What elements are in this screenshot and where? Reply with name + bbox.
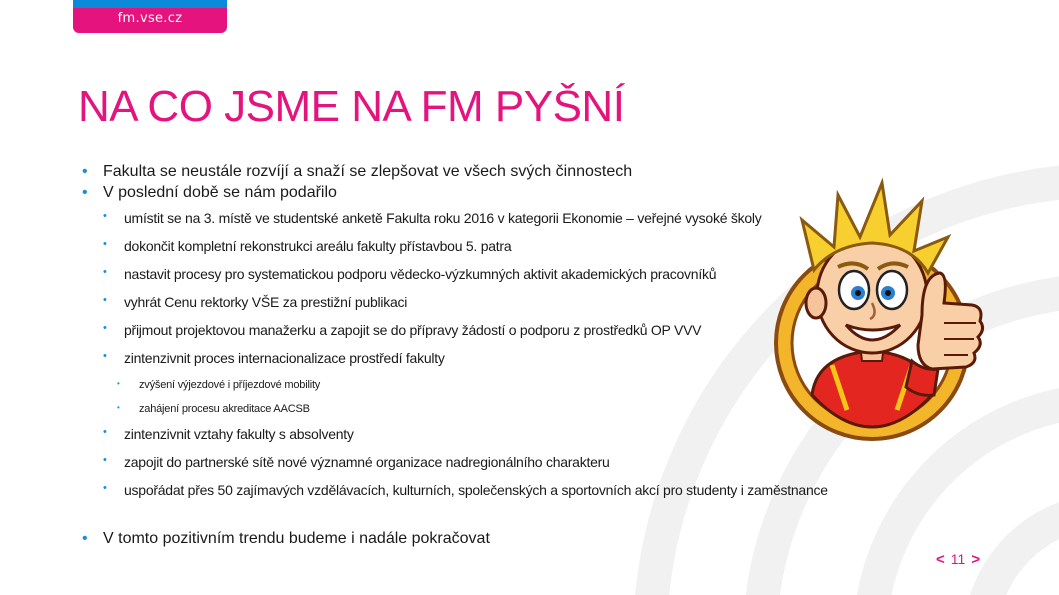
- achievement-text: vyhrát Cenu rektorky VŠE za prestižní publikaci: [124, 294, 408, 310]
- achievement-item: [103, 426, 354, 442]
- tab-stripe: [73, 0, 227, 8]
- bullet-icon: •: [117, 403, 120, 412]
- prev-slide-button[interactable]: <: [936, 550, 945, 568]
- thumbs-up-mascot-icon: [772, 165, 1000, 455]
- achievement-text: zintenzivnit vztahy fakulty s absolventy: [124, 426, 354, 442]
- bullet-icon: •: [103, 426, 107, 438]
- site-url-tab[interactable]: [73, 0, 227, 33]
- page-title: NA CO JSME NA FM PYŠNÍ: [78, 82, 625, 131]
- bullet-icon: •: [117, 379, 120, 388]
- achievement-item: [103, 482, 828, 498]
- achievement-text: přijmout projektovou manažerku a zapojit se do přípravy žádostí o podporu z prostředků OP VVV: [124, 322, 702, 338]
- bullet-icon: •: [103, 482, 107, 494]
- intro-bullet: [82, 182, 882, 203]
- bullet-icon: •: [103, 266, 107, 278]
- slide-pager: [936, 549, 980, 569]
- achievement-text: uspořádat přes 50 zajímavých vzdělávacích, kulturních, společenských a sportovních akcí pro studenty i zaměstnance: [124, 482, 828, 498]
- bullet-icon: •: [103, 350, 107, 362]
- closing-text: V tomto pozitivním trendu budeme i nadále pokračovat: [103, 530, 490, 547]
- bullet-icon: •: [82, 184, 88, 201]
- sub-achievement-item: [117, 403, 310, 415]
- achievement-item: [103, 454, 610, 470]
- achievement-text: nastavit procesy pro systematickou podporu vědecko-výzkumných aktivit akademických pracovníků: [124, 266, 717, 282]
- intro-bullet-text: Fakulta se neustále rozvíjí a snaží se zlepšovat ve všech svých činnostech: [103, 163, 633, 180]
- bullet-icon: •: [103, 294, 107, 306]
- bullet-icon: •: [103, 322, 107, 334]
- sub-achievement-item: [117, 379, 320, 391]
- bullet-icon: •: [103, 454, 107, 466]
- slide-number: 11: [950, 551, 966, 567]
- achievement-item: [103, 294, 407, 310]
- achievement-text: zintenzivnit proces internacionalizace prostředí fakulty: [124, 350, 445, 366]
- achievement-item: [103, 210, 762, 226]
- sub-achievement-text: zvýšení výjezdové i příjezdové mobility: [139, 379, 321, 391]
- next-slide-button[interactable]: >: [971, 550, 981, 568]
- achievement-item: [103, 238, 511, 254]
- achievement-item: [103, 350, 445, 366]
- sub-achievement-text: zahájení procesu akreditace AACSB: [139, 403, 310, 415]
- closing-bullet: [82, 530, 490, 548]
- intro-bullet-list: [82, 161, 882, 203]
- achievement-text: zapojit do partnerské sítě nové významné organizace nadregionálního charakteru: [124, 454, 610, 470]
- site-url[interactable]: fm.vse.cz: [117, 11, 183, 26]
- intro-bullet: [82, 161, 882, 182]
- achievement-item: [103, 322, 701, 338]
- intro-bullet-text: V poslední době se nám podařilo: [103, 184, 337, 201]
- achievement-item: [103, 266, 716, 282]
- achievement-text: dokončit kompletní rekonstrukci areálu fakulty přístavbou 5. patra: [124, 238, 512, 254]
- achievement-text: umístit se na 3. místě ve studentské anketě Fakulta roku 2016 v kategorii Ekonomie – veřejné vysoké školy: [124, 210, 762, 226]
- bullet-icon: •: [82, 530, 88, 547]
- bullet-icon: •: [82, 163, 88, 180]
- bullet-icon: •: [103, 238, 107, 250]
- bullet-icon: •: [103, 210, 107, 222]
